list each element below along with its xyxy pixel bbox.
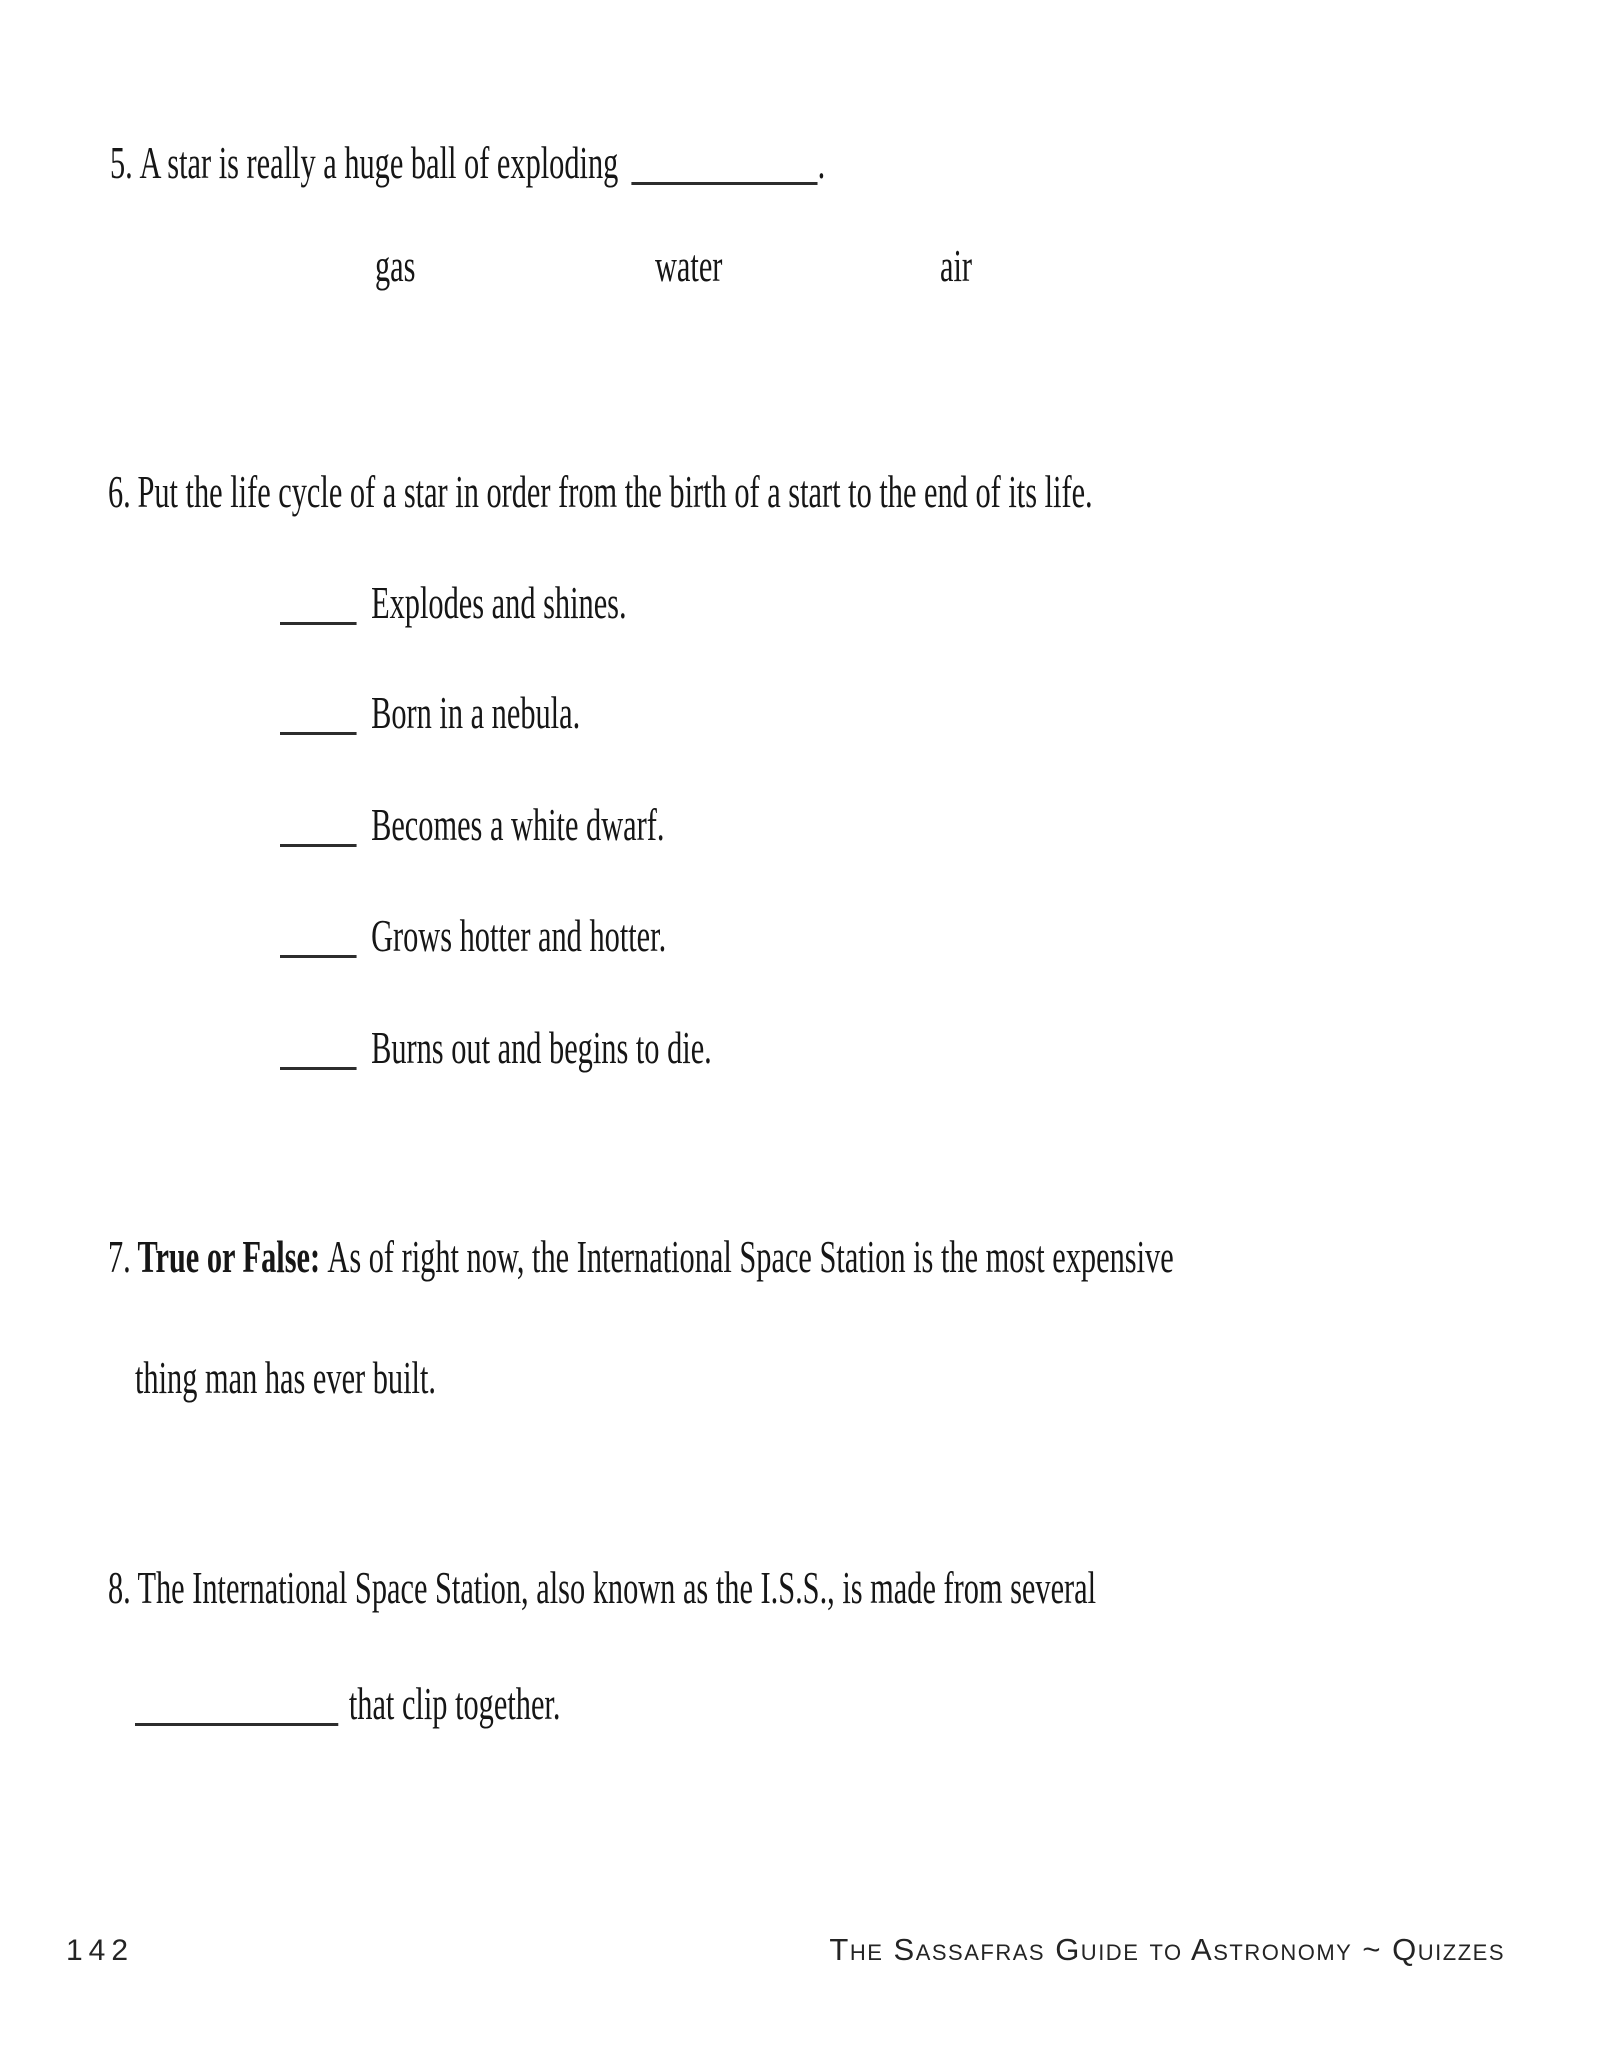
question-8-line-1: [108, 1562, 1096, 1615]
question-7-number: 7.: [108, 1231, 131, 1282]
question-5-blank: [632, 176, 818, 185]
question-8-blank: [135, 1717, 338, 1726]
question-6-text: Put the life cycle of a star in order from the birth of a start to the end of its life.: [137, 466, 1093, 517]
q6-item-row: [280, 577, 627, 630]
option-water: water: [655, 240, 723, 291]
q6-item-label: Burns out and begins to die.: [371, 1022, 712, 1073]
question-8-line-2: [135, 1678, 560, 1731]
true-or-false-label: True or False:: [137, 1231, 321, 1282]
q6-item-label: Explodes and shines.: [371, 577, 627, 628]
q6-item-label: Becomes a white dwarf.: [371, 799, 665, 850]
footer-page-number: 142: [66, 1934, 135, 1967]
q6-item-row: [280, 687, 580, 740]
q6-item-row: [280, 1022, 712, 1075]
q6-item-blank: [280, 616, 357, 625]
q6-item-row: [280, 799, 664, 852]
footer-book-title: The Sassafras Guide to Astronomy ~ Quizzes: [829, 1932, 1505, 1967]
q6-item-row: [280, 910, 666, 963]
q6-item-label: Grows hotter and hotter.: [371, 910, 667, 961]
question-8-number: 8.: [108, 1562, 131, 1613]
question-6-number: 6.: [108, 466, 131, 517]
option-gas: gas: [375, 240, 416, 291]
q6-item-blank: [280, 1061, 357, 1070]
question-5-number: 5.: [110, 137, 133, 188]
question-8-line-2-text: that clip together.: [348, 1678, 561, 1729]
question-5-row: [110, 137, 825, 190]
question-7-text: As of right now, the International Space Station is the most expensive: [327, 1231, 1174, 1282]
question-7-line-1: [108, 1231, 1174, 1284]
q6-item-blank: [280, 838, 357, 847]
q6-item-blank: [280, 726, 357, 735]
question-8-text: The International Space Station, also known as the I.S.S., is made from several: [137, 1562, 1097, 1613]
question-6-row: [108, 466, 1093, 519]
question-5-text: A star is really a huge ball of exploding: [139, 137, 619, 188]
question-5-period: .: [817, 137, 826, 188]
q6-item-label: Born in a nebula.: [371, 687, 581, 738]
option-air: air: [940, 240, 973, 291]
question-7-line-2: thing man has ever built.: [135, 1352, 437, 1403]
q6-item-blank: [280, 949, 357, 958]
